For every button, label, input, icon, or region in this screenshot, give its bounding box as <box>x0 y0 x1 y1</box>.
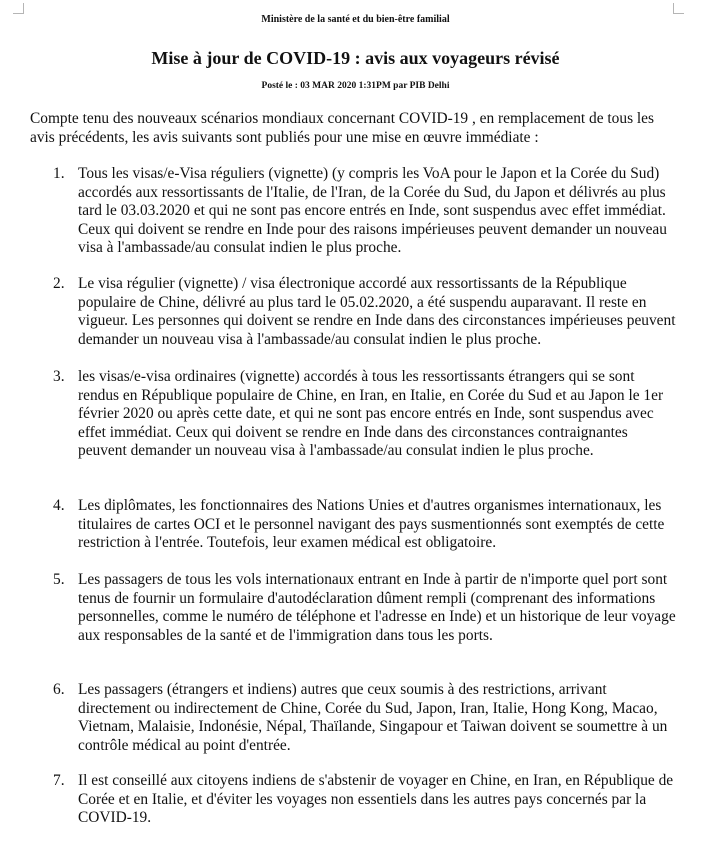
page-title: Mise à jour de COVID-19 : avis aux voyageurs révisé <box>151 48 560 68</box>
list-item-number: 6. <box>53 681 65 698</box>
list-item-text: Les passagers de tous les vols internationaux entrant en Inde à partir de n'importe quel port sont tenus de fournir un formulaire d'autodéclaration dûment rempli (comprenant des informations personnelles, comme le numéro de téléphone et l'adresse en Inde) et un historique de leur voyage aux responsables de la santé et de l'immigration dans tous les ports. <box>78 571 676 644</box>
list-item-text: Les diplômates, les fonctionnaires des Nations Unies et d'autres organismes internationaux, les titulaires de cartes OCI et le personnel navigant des pays susmentionnés sont exemptés de cette restriction à l'entrée. Toutefois, leur examen médical est obligatoire. <box>78 497 665 551</box>
list-item-number: 1. <box>53 165 65 182</box>
list-item-number: 2. <box>53 275 65 292</box>
list-item-number: 4. <box>53 497 65 514</box>
list-item-text: Le visa régulier (vignette) / visa électronique accordé aux ressortissants de la République populaire de Chine, délivré au plus tard le 05.02.2020, a été suspendu auparavant. Il reste en vigueur. Les personnes qui doivent se rendre en Inde dans des circonstances impérieuses peuvent demander un nouveau visa à l'ambassade/au consulat indien le plus proche. <box>78 275 676 348</box>
list-item-text: Il est conseillé aux citoyens indiens de s'abstenir de voyager en Chine, en Iran, en République de Corée et en Italie, et d'éviter les voyages non essentiels dans les autres pays concernés par la COVID-19. <box>78 772 674 826</box>
list-item-number: 7. <box>53 772 65 789</box>
posted-date: Posté le : 03 MAR 2020 1:31PM par PIB Delhi <box>261 81 450 91</box>
list-item-number: 5. <box>53 571 65 588</box>
list-item-text: Les passagers (étrangers et indiens) autres que ceux soumis à des restrictions, arrivant directement ou indirectement de Chine, Corée du Sud, Japon, Iran, Italie, Hong Kong, Macao, Vietnam, Malaisie, Indonésie, Népal, Thaïlande, Singapour et Taiwan doivent se soumettre à un contrôle médical au point d'entrée. <box>78 681 668 754</box>
list-item-number: 3. <box>53 368 65 385</box>
page-corner-mark-top-left <box>13 3 24 14</box>
list-item-text: les visas/e-visa ordinaires (vignette) accordés à tous les ressortissants étrangers qui se sont rendus en République populaire de Chine, en Iran, en Italie, en Corée du Sud et au Japon le 1er février 2020 ou après cette date, et qui ne sont pas encore entrés en Inde, sont suspendus avec effet immédiat. Ceux qui doivent se rendre en Inde dans des circonstances contraignantes peuvent demander un nouveau visa à l'ambassade/au consulat indien le plus proche. <box>78 368 664 459</box>
page-corner-mark-top-right <box>673 3 684 14</box>
intro-paragraph: Compte tenu des nouveaux scénarios mondiaux concernant COVID-19 , en remplacement de tous les avis précédents, les avis suivants sont publiés pour une mise en œuvre immédiate : <box>30 110 654 146</box>
ministry-name: Ministère de la santé et du bien-être familial <box>261 14 450 25</box>
list-item-text: Tous les visas/e-Visa réguliers (vignette) (y compris les VoA pour le Japon et la Corée du Sud) accordés aux ressortissants de l'Italie, de l'Iran, de la Corée du Sud, du Japon et délivrés au plus tard le 03.03.2020 et qui ne sont pas encore entrés en Inde, sont suspendus avec effet immédiat. Ceux qui doivent se rendre en Inde pour des raisons impérieuses peuvent demander un nouveau visa à l'ambassade/au consulat indien le plus proche. <box>78 165 667 256</box>
